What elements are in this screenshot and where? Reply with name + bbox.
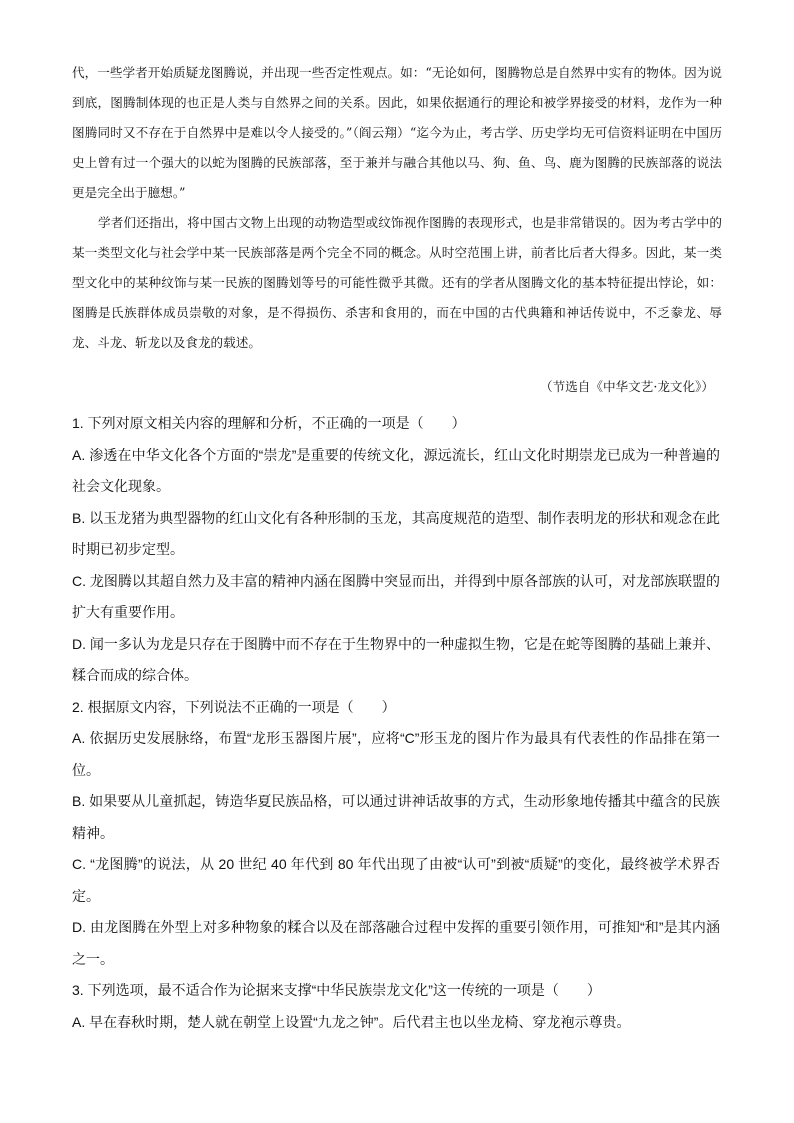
- passage-paragraph-2: 学者们还指出，将中国古文物上出现的动物造型或纹饰视作图腾的表现形式，也是非常错误的。因为考古学中的某一类型文化与社会学中某一民族部落是两个完全不同的概念。从时空范围上讲，前者比后者大得多。因此，某一类型文化中的某种纹饰与某一民族的图腾划等号的可能性微乎其微。还有的学者从图腾文化的基本特征提出悖论，如：图腾是氏族群体成员崇敬的对象，是不得损伤、杀害和食用的，而在中国的古代典籍和神话传说中，不乏豢龙、辱龙、斗龙、斩龙以及食龙的载述。: [72, 215, 722, 350]
- passage-text: [72, 58, 722, 358]
- question-2-option-a: A. 依据历史发展脉络，布置“龙形玉器图片展”，应将“C”形玉龙的图片作为最具有代表性的作品排在第一位。: [72, 730, 720, 778]
- question-2-option-c: C. “龙图腾”的说法，从 20 世纪 40 年代到 80 年代出现了由被“认可”到被“质疑”的变化，最终被学术界否定。: [72, 856, 720, 904]
- question-2-option-d: D. 由龙图腾在外型上对多种物象的糅合以及在部落融合过程中发挥的重要引领作用，可推知“和”是其内涵之一。: [72, 919, 720, 967]
- question-3-option-a: A. 早在春秋时期，楚人就在朝堂上设置“九龙之钟”。后代君主也以坐龙椅、穿龙袍示尊贵。: [72, 1013, 631, 1030]
- passage-source: （节选自《中华文艺·龙文化》）: [539, 379, 714, 394]
- question-2-option-b: B. 如果要从儿童抓起，铸造华夏民族品格，可以通过讲神话故事的方式，生动形象地传播其中蕴含的民族精神。: [72, 793, 720, 841]
- question-1-option-d: D. 闻一多认为龙是只存在于图腾中而不存在于生物界中的一种虚拟生物，它是在蛇等图腾的基础上兼并、糅合而成的综合体。: [72, 635, 720, 683]
- question-1-option-b: B. 以玉龙猪为典型器物的红山文化有各种形制的玉龙，其高度规范的造型、制作表明龙的形状和观念在此时期已初步定型。: [72, 509, 720, 557]
- question-2-stem: 2. 根据原文内容，下列说法不正确的一项是（ ）: [72, 698, 396, 715]
- question-1-stem: 1. 下列对原文相关内容的理解和分析，不正确的一项是（ ）: [72, 415, 466, 431]
- question-list: [72, 408, 720, 1038]
- question-1-option-c: C. 龙图腾以其超自然力及丰富的精神内涵在图腾中突显而出，并得到中原各部族的认可，对龙部族联盟的扩大有重要作用。: [72, 572, 720, 620]
- question-1-option-a: A. 渗透在中华文化各个方面的“崇龙”是重要的传统文化，源远流长，红山文化时期崇龙已成为一种普遍的社会文化现象。: [72, 446, 720, 494]
- passage-paragraph-1: 代，一些学者开始质疑龙图腾说，并出现一些否定性观点。如：“无论如何，图腾物总是自然界中实有的物体。因为说到底，图腾制体现的也正是人类与自然界之间的关系。因此，如果依据通行的理论和被学界接受的材料，龙作为一种图腾同时又不存在于自然界中是难以令人接受的。”（阎云翔）“迄今为止，考古学、历史学均无可信资料证明在中国历史上曾有过一个强大的以蛇为图腾的民族部落，至于兼并与融合其他以马、狗、鱼、鸟、鹿为图腾的民族部落的说法更是完全出于臆想。”: [72, 65, 722, 200]
- question-3-stem: 3. 下列选项，最不适合作为论据来支撑“中华民族崇龙文化”这一传统的一项是（ ）: [72, 982, 601, 998]
